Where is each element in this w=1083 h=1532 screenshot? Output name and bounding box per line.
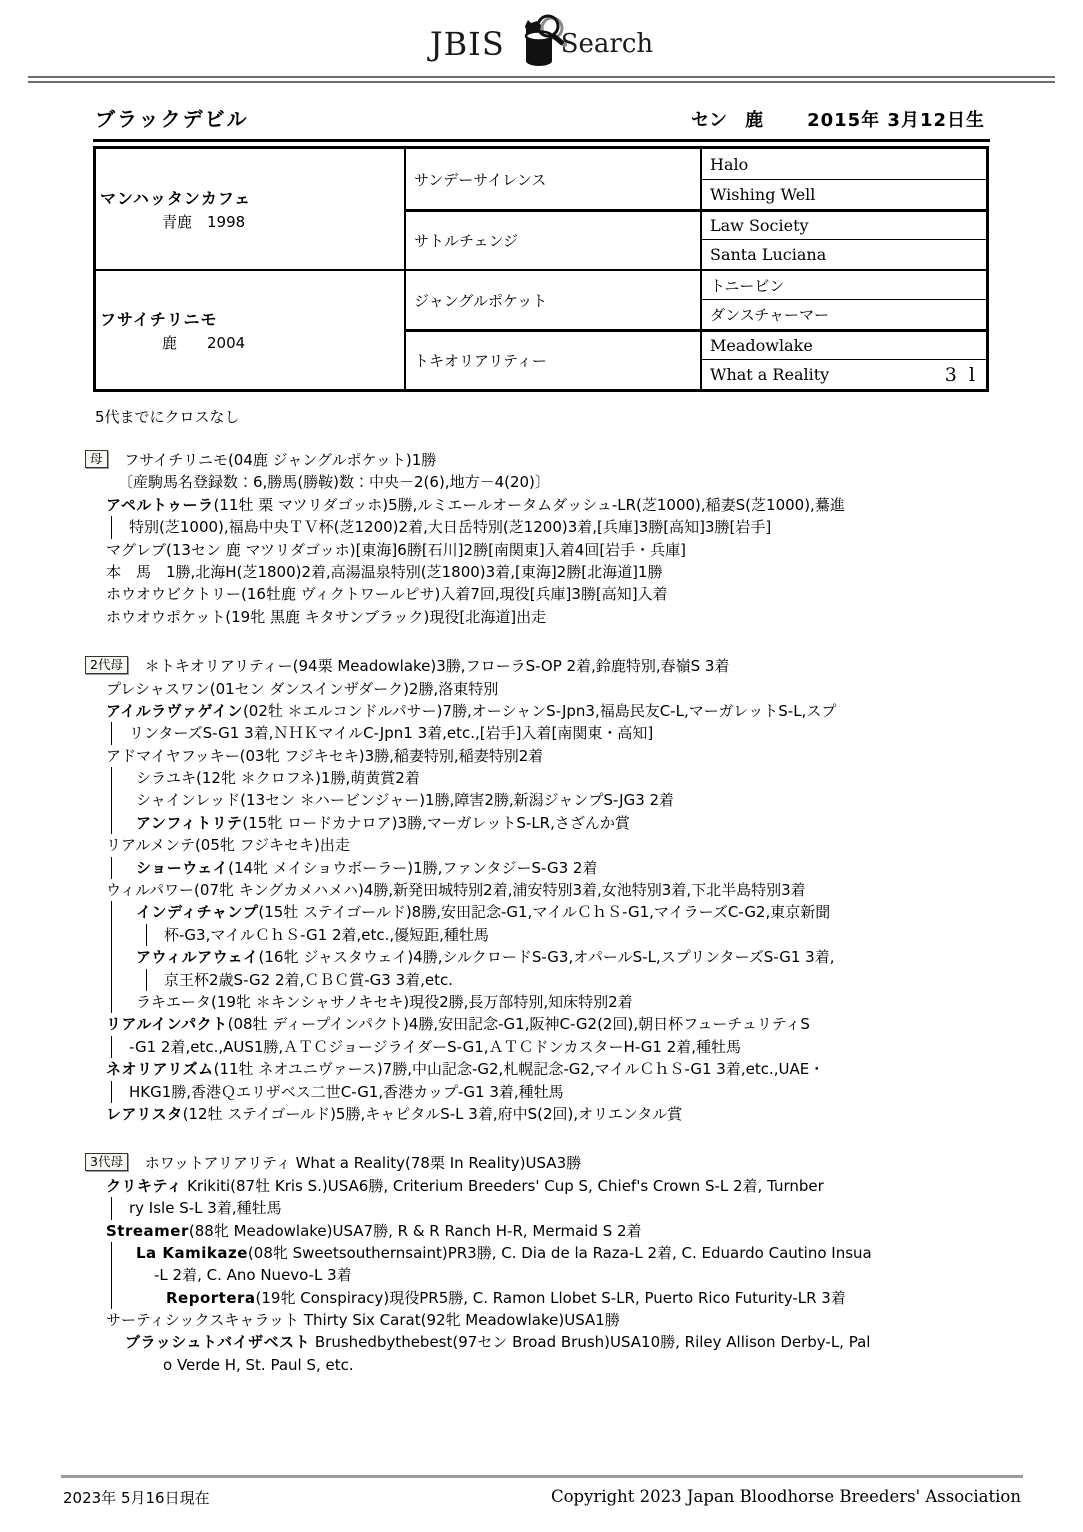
- horse-record: (08牡 ディープインパクト)4勝,安田記念-G1,阪神C-G2(2回),朝日杯フューチュリティS: [227, 1015, 810, 1034]
- header-divider: [28, 76, 1055, 83]
- branch-line-group: [111, 767, 1083, 834]
- horse-coat: 鹿: [745, 110, 764, 131]
- branch-line-group: [111, 1197, 1083, 1219]
- third-dam-head-text: ホワットアリアリティ What a Reality(78栗 In Reality)USA3勝: [144, 1154, 582, 1173]
- great-grandam-name: What a Reality: [710, 365, 830, 384]
- logo-jbis-text: JBIS: [429, 25, 505, 63]
- horse-name: Reportera: [166, 1288, 256, 1307]
- pedigree-line-wrap: 杯-G3,マイルＣｈＳ-G1 2着,etc.,優短距,種牡馬: [164, 925, 489, 944]
- pedigree-line: [95, 1175, 1083, 1197]
- horse-record: Brushedbythebest(97セン Broad Brush)USA10勝, Riley Allison Derby-L, Pal: [310, 1333, 871, 1352]
- great-grandparent-cell: [700, 359, 986, 389]
- dam-name: フサイチリニモ: [100, 310, 218, 329]
- pedigree-line: シャインレッド(13セン ＊ハービンジャー)1勝,障害2勝,新潟ジャンプS-JG3 2着: [136, 791, 675, 810]
- footer-divider: [61, 1475, 1023, 1478]
- dam-detail: 鹿 2004: [162, 334, 246, 352]
- pedigree-line: サーティシックスキャラット Thirty Six Carat(92牝 Meadowlake)USA1勝: [106, 1311, 620, 1330]
- horse-name: アウィルアウェイ: [136, 948, 259, 967]
- dam-dam-cell: トキオリアリティー: [404, 329, 700, 389]
- horse-name: La Kamikaze: [136, 1243, 248, 1262]
- great-grandparent-cell: Halo: [700, 149, 986, 179]
- second-dam-section: [90, 655, 1083, 1125]
- sire-dam-cell: サトルチェンジ: [404, 209, 700, 269]
- horse-record: (19牝 Conspiracy)現役PR5勝, C. Ramon Llobet S-LR, Puerto Rico Futurity-LR 3着: [255, 1288, 846, 1307]
- pedigree-line-wrap: -G1 2着,etc.,AUS1勝,ＡＴＣジョージライダーS-G1,ＡＴＣドンカスターH-G1 2着,種牡馬: [129, 1037, 742, 1056]
- horse-attributes: [691, 106, 985, 132]
- pedigree-line-wrap: o Verde H, St. Paul S, etc.: [163, 1355, 354, 1374]
- footer-row: [63, 1487, 1021, 1508]
- sire-sire-cell: サンデーサイレンス: [404, 149, 700, 209]
- pedigree-table: [93, 146, 989, 392]
- horse-record: (88牝 Meadowlake)USA7勝, R & R Ranch H-R, Mermaid S 2着: [188, 1221, 642, 1240]
- pedigree-line: [95, 1331, 1083, 1353]
- pedigree-line: ホウオウポケット(19牝 黒鹿 キタサンブラック)現役[北海道]出走: [106, 607, 547, 626]
- great-grandparent-cell: Meadowlake: [700, 329, 986, 359]
- dam-sire-cell: ジャングルポケット: [404, 269, 700, 329]
- pedigree-line-wrap: HKG1勝,香港Ｑエリザベス二世C-G1,香港カップ-G1 3着,種牡馬: [129, 1082, 564, 1101]
- horse-record: (08牝 Sweetsouthernsaint)PR3勝, C. Dia de la Raza-L 2着, C. Eduardo Cautino Insua: [247, 1243, 872, 1262]
- branch-line-group: [111, 516, 1083, 538]
- horse-record: (11牡 栗 マツリダゴッホ)5勝,ルミエールオータムダッシュ-LR(芝1000),稲妻S(芝1000),驀進: [213, 495, 845, 514]
- horse-name: アンフィトリテ: [136, 813, 243, 832]
- horse-record: (02牡 ＊エルコンドルパサー)7勝,オーシャンS-Jpn3,福島民友C-L,マーガレットS-L,スプ: [242, 701, 837, 720]
- pedigree-line: アドマイヤフッキー(03牝 フジキセキ)3勝,稲妻特別,稲妻特別2着: [106, 746, 544, 765]
- sire-name: マンハッタンカフェ: [100, 189, 252, 208]
- pedigree-line: リアルメンテ(05牝 フジキセキ)出走: [106, 836, 350, 855]
- sire-cell: [96, 149, 404, 269]
- pedigree-line: [112, 812, 1083, 834]
- horse-name: クリキティ: [106, 1176, 183, 1195]
- great-grandparent-cell: Santa Luciana: [700, 239, 986, 269]
- horse-name: アペルトゥーラ: [106, 495, 214, 514]
- pedigree-line: [95, 700, 1083, 722]
- branch-line-group: [146, 924, 1083, 946]
- horse-record: (15牡 ステイゴールド)8勝,安田記念-G1,マイルＣｈＳ-G1,マイラーズC-G2,東京新聞: [258, 903, 831, 922]
- horse-name: リアルインパクト: [106, 1015, 228, 1034]
- dam-head-text: フサイチリニモ(04鹿 ジャングルポケット)1勝: [124, 451, 437, 469]
- third-dam-section: [90, 1152, 1083, 1376]
- great-grandparent-cell: Wishing Well: [700, 179, 986, 209]
- horse-birthdate: 2015年 3月12日生: [807, 110, 985, 131]
- pedigree-line-wrap: リンターズS-G1 3着,ＮＨＫマイルC-Jpn1 3着,etc.,[岩手]入着[南関東・高知]: [129, 724, 654, 743]
- branch-line-group: [111, 1036, 1083, 1058]
- pedigree-line: ラキエータ(19牝 ＊キンシャサノキセキ)現役2勝,長万部特別,知床特別2着: [136, 992, 633, 1011]
- copyright-text: Copyright 2023 Japan Bloodhorse Breeders' Association: [550, 1487, 1021, 1506]
- horse-record: (12牡 ステイゴールド)5勝,キャピタルS-L 3着,府中S(2回),オリエンタル賞: [182, 1104, 683, 1123]
- branch-line-group: [111, 901, 1083, 1013]
- horse-name: ショーウェイ: [136, 858, 229, 877]
- pedigree-line: [95, 1103, 1083, 1125]
- pedigree-line-wrap: 京王杯2歳S-G2 2着,ＣＢＣ賞-G3 3着,etc.: [164, 970, 454, 989]
- great-grandparent-cell: Law Society: [700, 209, 986, 239]
- sire-detail: 青鹿 1998: [162, 213, 246, 231]
- dam-section-head: [90, 449, 1083, 471]
- horse-name: ブラッシュトバイザベスト: [125, 1333, 311, 1352]
- pedigree-line: [95, 1220, 1083, 1242]
- family-number: 3 l: [944, 363, 978, 386]
- horse-name: レアリスタ: [106, 1104, 183, 1123]
- branch-line-group: [111, 1081, 1083, 1103]
- pedigree-line: シラユキ(12牝 ＊クロフネ)1勝,萌黄賞2着: [136, 769, 420, 788]
- pedigree-line: [112, 1287, 1083, 1309]
- branch-line-group: [111, 857, 1083, 879]
- third-dam-section-head: [90, 1152, 1083, 1174]
- pedigree-line-wrap: ry Isle S-L 3着,種牡馬: [129, 1199, 282, 1218]
- data-as-of-date: 2023年 5月16日現在: [63, 1489, 210, 1507]
- second-dam-head-text: ＊トキオリアリティー(94栗 Meadowlake)3勝,フローラS-OP 2着,鈴鹿特別,春嶺S 3着: [144, 657, 730, 676]
- great-grandparent-cell: トニービン: [700, 269, 986, 299]
- horse-record: Krikiti(87牡 Kris S.)USA6勝, Criterium Breeders' Cup S, Chief's Crown S-L 2着, Turnber: [182, 1176, 824, 1195]
- second-dam-section-head: [90, 655, 1083, 677]
- pedigree-line: [95, 1058, 1083, 1080]
- horse-sex: セン: [691, 110, 728, 131]
- title-divider: [93, 139, 990, 142]
- dam-section: [90, 449, 1083, 628]
- pedigree-line: [112, 857, 1083, 879]
- horse-name: インディチャンプ: [136, 903, 259, 922]
- horse-name: Streamer: [106, 1221, 189, 1240]
- pedigree-line-wrap: -L 2着, C. Ano Nuevo-L 3着: [154, 1266, 352, 1285]
- pedigree-line: ホウオウビクトリー(16牡鹿 ヴィクトワールピサ)入着7回,現役[兵庫]3勝[高知]入着: [106, 585, 668, 604]
- horse-name: ネオリアリズム: [106, 1060, 214, 1079]
- pedigree-line: [95, 494, 1083, 516]
- pedigree-line: [95, 1013, 1083, 1035]
- branch-line-group: [111, 1242, 1083, 1309]
- logo-search-text: Search: [560, 29, 654, 59]
- jbis-search-logo: [0, 14, 1083, 74]
- dam-produce-stats: 〔産駒馬名登録数：6,勝馬(勝鞍)数：中央－2(6),地方－4(20)〕: [118, 473, 550, 492]
- horse-title-row: [95, 103, 985, 132]
- pedigree-line: [112, 1242, 1083, 1264]
- horse-record: (14牝 メイショウボーラー)1勝,ファンタジーS-G3 2着: [228, 858, 598, 877]
- third-dam-generation-label: 3代母: [85, 1153, 128, 1171]
- branch-line-group: [111, 722, 1083, 744]
- great-grandparent-cell: ダンスチャーマー: [700, 299, 986, 329]
- horse-name: ブラックデビル: [95, 107, 249, 131]
- page-footer: [0, 1475, 1083, 1508]
- inbreeding-cross-note: 5代までにクロスなし: [95, 408, 240, 426]
- horse-name: アイルラヴァゲイン: [106, 701, 243, 720]
- pedigree-line: [112, 946, 1083, 968]
- dam-generation-label: 母: [85, 450, 108, 468]
- pedigree-line: ウィルパワー(07牝 キングカメハメハ)4勝,新発田城特別2着,浦安特別3着,女池特別3着,下北半島特別3着: [106, 881, 806, 900]
- horse-record: (15牝 ロードカナロア)3勝,マーガレットS-LR,さざんか賞: [242, 813, 630, 832]
- pedigree-line: [112, 901, 1083, 923]
- horse-record: (11牡 ネオユニヴァース)7勝,中山記念-G2,札幌記念-G2,マイルＣｈＳ-G1 3着,etc.,UAE・: [213, 1060, 825, 1079]
- dam-cell: [96, 269, 404, 389]
- horse-record: (16牝 ジャスタウェイ)4勝,シルクロードS-G3,オパールS-L,スプリンターズS-G1 3着,: [258, 948, 835, 967]
- pedigree-line-subject-horse: 本 馬 1勝,北海H(芝1800)2着,高湯温泉特別(芝1800)3着,[東海]2勝[北海道]1勝: [106, 562, 663, 581]
- horse-bucket-magnifier-icon: [511, 13, 567, 75]
- pedigree-line: マグレブ(13セン 鹿 マツリダゴッホ)[東海]6勝[石川]2勝[南関東]入着4回[岩手・兵庫]: [106, 540, 687, 559]
- pedigree-line: プレシャスワン(01セン ダンスインザダーク)2勝,洛東特別: [106, 679, 499, 698]
- second-dam-generation-label: 2代母: [85, 656, 128, 674]
- branch-line-group: [146, 969, 1083, 991]
- pedigree-line-wrap: 特別(芝1000),福島中央ＴＶ杯(芝1200)2着,大日岳特別(芝1200)3着,[兵庫]3勝[高知]3勝[岩手]: [129, 518, 772, 537]
